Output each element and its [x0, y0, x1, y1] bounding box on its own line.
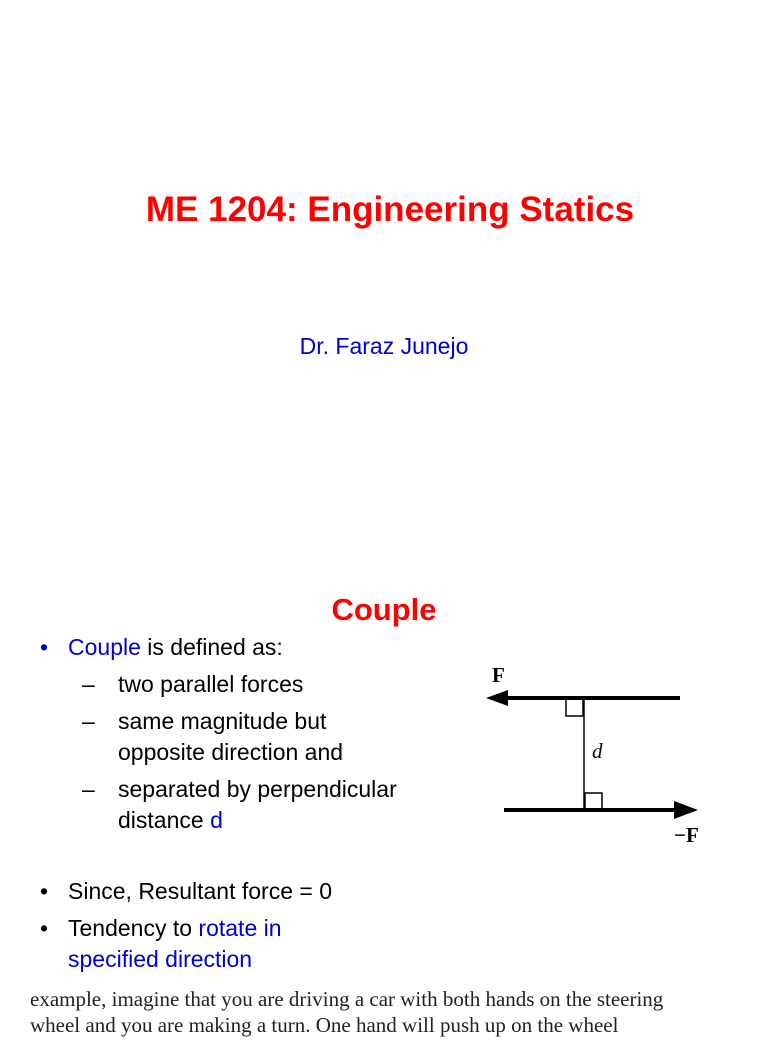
bullet-dot: • — [40, 878, 49, 904]
highlight-couple: Couple — [68, 634, 141, 660]
book-line-1: example, imagine that you are driving a car with both hands on the steering — [30, 987, 664, 1011]
arrowhead-left — [486, 690, 508, 706]
sub-text: same magnitude but opposite direction and — [118, 708, 344, 765]
right-angle-bottom — [585, 793, 602, 810]
sub-dash: – — [82, 671, 95, 697]
sub-dash: – — [82, 776, 95, 802]
label-force-top: F — [492, 663, 505, 687]
bullet-text-rest: is defined as: — [140, 634, 283, 660]
couple-diagram — [478, 658, 728, 848]
sub-dash: – — [82, 708, 95, 734]
label-force-bottom: −F — [674, 823, 699, 847]
arrowhead-right — [674, 801, 698, 819]
highlight-d: d — [210, 807, 223, 833]
bullet-dot: • — [40, 634, 49, 660]
bullet-text-prefix: Tendency to — [68, 915, 199, 941]
bullet-text: Since, Resultant force = 0 — [68, 878, 333, 904]
couple-slide — [0, 576, 768, 1037]
bullet-dot: • — [40, 915, 49, 941]
course-title: ME 1204: Engineering Statics — [145, 190, 635, 229]
sub-text-before: separated by perpendicular distance — [118, 776, 397, 833]
sub-text — [118, 774, 418, 836]
right-angle-top — [566, 699, 583, 716]
bullet-text — [68, 632, 428, 663]
book-excerpt — [0, 986, 768, 1046]
sub-text: two parallel forces — [118, 671, 304, 697]
highlight-rotate: rotate in specified direction — [68, 915, 282, 972]
bullet-text — [68, 913, 328, 975]
book-line-2: wheel and you are making a turn. One hand will push up on the wheel — [30, 1013, 619, 1037]
slide-title: Couple — [331, 592, 437, 627]
label-distance: d — [592, 739, 603, 763]
author-name: Dr. Faraz Junejo — [299, 333, 469, 359]
